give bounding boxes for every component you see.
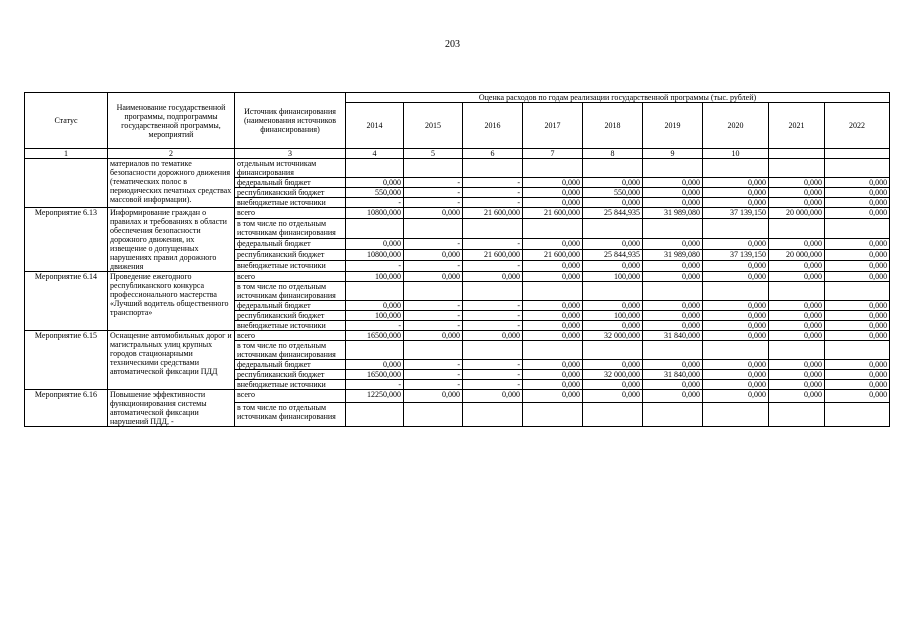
amount-cell: - (463, 198, 523, 208)
amount-cell: 0,000 (404, 331, 463, 341)
amount-cell: - (346, 261, 404, 272)
funding-source: в том числе по отдельным источникам финансирования (235, 402, 346, 426)
amount-cell: - (463, 370, 523, 380)
amount-cell (346, 341, 404, 360)
amount-cell: 0,000 (825, 301, 890, 311)
amount-cell (769, 341, 825, 360)
amount-cell: 0,000 (643, 321, 703, 331)
amount-cell: 0,000 (643, 239, 703, 250)
amount-cell: 100,000 (583, 272, 643, 282)
amount-cell (404, 402, 463, 426)
amount-cell: - (463, 178, 523, 188)
amount-cell: 0,000 (583, 380, 643, 390)
amount-cell (463, 282, 523, 301)
amount-cell: 0,000 (825, 272, 890, 282)
measure-description: Информирование граждан о правилах и требованиях в области обеспечения безопасности дорожного движения, их извещение о допущенных нарушениях правил дорожного движения (108, 208, 235, 272)
amount-cell: 0,000 (769, 178, 825, 188)
measure-status (25, 159, 108, 208)
amount-cell: - (463, 360, 523, 370)
amount-cell (346, 159, 404, 178)
amount-cell: 0,000 (769, 360, 825, 370)
amount-cell: 20 000,000 (769, 250, 825, 261)
amount-cell: 0,000 (523, 331, 583, 341)
amount-cell (404, 341, 463, 360)
amount-cell: 0,000 (523, 188, 583, 198)
amount-cell: 100,000 (583, 311, 643, 321)
amount-cell: - (463, 321, 523, 331)
measure-description: Оснащение автомобильных дорог и магистральных улиц крупных городов стационарными техническими средствами автоматической фиксации ПДД (108, 331, 235, 390)
amount-cell: 32 000,000 (583, 331, 643, 341)
amount-cell (583, 218, 643, 239)
amount-cell: 0,000 (769, 272, 825, 282)
amount-cell: - (463, 239, 523, 250)
amount-cell: 0,000 (769, 198, 825, 208)
amount-cell: - (404, 198, 463, 208)
amount-cell: 0,000 (825, 311, 890, 321)
amount-cell (703, 341, 769, 360)
amount-cell (643, 282, 703, 301)
amount-cell: 0,000 (825, 321, 890, 331)
amount-cell: 0,000 (703, 188, 769, 198)
amount-cell: 0,000 (523, 311, 583, 321)
amount-cell: 0,000 (825, 331, 890, 341)
amount-cell: 0,000 (404, 390, 463, 403)
column-number: 4 (346, 149, 404, 159)
amount-cell: - (404, 261, 463, 272)
measure-description: материалов по тематике безопасности дорожного движения (тематических полос в периодических печатных средствах массовой информации). (108, 159, 235, 208)
header-year: 2019 (643, 103, 703, 149)
header-source: Источник финансирования (наименования источников финансирования) (235, 93, 346, 149)
funding-source: внебюджетные источники (235, 198, 346, 208)
funding-source: всего (235, 331, 346, 341)
amount-cell: 0,000 (523, 272, 583, 282)
amount-cell: 0,000 (703, 390, 769, 403)
amount-cell (583, 402, 643, 426)
funding-source: внебюджетные источники (235, 380, 346, 390)
table-body (25, 159, 890, 427)
column-number-row (25, 149, 890, 159)
amount-cell: 0,000 (825, 188, 890, 198)
amount-cell: 0,000 (583, 360, 643, 370)
amount-cell (769, 218, 825, 239)
amount-cell: 0,000 (769, 380, 825, 390)
amount-cell (769, 159, 825, 178)
amount-cell (583, 282, 643, 301)
header-name: Наименование государственной программы, подпрограммы государственной программы, мероприятий (108, 93, 235, 149)
amount-cell: 0,000 (703, 178, 769, 188)
funding-source: федеральный бюджет (235, 301, 346, 311)
amount-cell: 0,000 (404, 208, 463, 219)
amount-cell (346, 402, 404, 426)
amount-cell (523, 402, 583, 426)
amount-cell: - (404, 178, 463, 188)
amount-cell (643, 218, 703, 239)
column-number: 3 (235, 149, 346, 159)
amount-cell: 0,000 (404, 250, 463, 261)
amount-cell: - (404, 380, 463, 390)
header-year: 2017 (523, 103, 583, 149)
funding-source: республиканский бюджет (235, 311, 346, 321)
column-number: 7 (523, 149, 583, 159)
amount-cell: - (463, 380, 523, 390)
amount-cell: 0,000 (825, 178, 890, 188)
amount-cell (346, 282, 404, 301)
amount-cell (583, 341, 643, 360)
funding-source: республиканский бюджет (235, 188, 346, 198)
amount-cell: 0,000 (825, 261, 890, 272)
amount-cell (703, 402, 769, 426)
amount-cell: 0,000 (703, 380, 769, 390)
amount-cell: 32 000,000 (583, 370, 643, 380)
amount-cell: 0,000 (346, 301, 404, 311)
amount-cell: 0,000 (703, 311, 769, 321)
amount-cell (769, 402, 825, 426)
table-row (25, 208, 890, 219)
amount-cell: 0,000 (703, 301, 769, 311)
amount-cell (523, 218, 583, 239)
amount-cell: 0,000 (583, 261, 643, 272)
header-year: 2015 (404, 103, 463, 149)
header-estimate: Оценка расходов по годам реализации государственной программы (тыс. рублей) (346, 93, 890, 103)
amount-cell: 16500,000 (346, 370, 404, 380)
amount-cell (643, 402, 703, 426)
header-year: 2018 (583, 103, 643, 149)
amount-cell (404, 282, 463, 301)
amount-cell: 0,000 (825, 239, 890, 250)
amount-cell: 0,000 (643, 360, 703, 370)
amount-cell (463, 341, 523, 360)
column-number: 9 (643, 149, 703, 159)
amount-cell: - (404, 239, 463, 250)
measure-status: Мероприятие 6.16 (25, 390, 108, 427)
amount-cell: 0,000 (583, 239, 643, 250)
page-number: 203 (445, 39, 460, 50)
header-year: 2021 (769, 103, 825, 149)
amount-cell: 31 989,080 (643, 208, 703, 219)
measure-description: Повышение эффективности функционирования системы автоматической фиксации нарушений ПДД, - (108, 390, 235, 427)
funding-source: в том числе по отдельным источникам финансирования (235, 282, 346, 301)
column-number (769, 149, 825, 159)
amount-cell (703, 282, 769, 301)
funding-source: внебюджетные источники (235, 261, 346, 272)
header-year: 2022 (825, 103, 890, 149)
amount-cell: 0,000 (769, 370, 825, 380)
amount-cell: - (404, 301, 463, 311)
column-number: 2 (108, 149, 235, 159)
amount-cell: 0,000 (583, 178, 643, 188)
amount-cell: 0,000 (523, 178, 583, 188)
amount-cell (346, 218, 404, 239)
column-number: 1 (25, 149, 108, 159)
amount-cell: - (346, 321, 404, 331)
amount-cell: 0,000 (346, 178, 404, 188)
amount-cell: 0,000 (825, 198, 890, 208)
amount-cell: 100,000 (346, 311, 404, 321)
amount-cell: 0,000 (703, 360, 769, 370)
funding-source: всего (235, 272, 346, 282)
amount-cell: - (463, 261, 523, 272)
amount-cell: 0,000 (463, 390, 523, 403)
amount-cell: 0,000 (703, 321, 769, 331)
amount-cell: 0,000 (703, 198, 769, 208)
amount-cell (463, 218, 523, 239)
amount-cell (825, 218, 890, 239)
amount-cell: 0,000 (769, 311, 825, 321)
amount-cell: 0,000 (769, 188, 825, 198)
amount-cell (523, 159, 583, 178)
amount-cell: 0,000 (769, 390, 825, 403)
amount-cell: 16500,000 (346, 331, 404, 341)
amount-cell: 21 600,000 (523, 208, 583, 219)
amount-cell: 0,000 (825, 390, 890, 403)
amount-cell: - (463, 311, 523, 321)
amount-cell: - (463, 188, 523, 198)
amount-cell: 0,000 (643, 188, 703, 198)
amount-cell: 31 840,000 (643, 331, 703, 341)
measure-status: Мероприятие 6.14 (25, 272, 108, 331)
amount-cell: 0,000 (523, 301, 583, 311)
funding-source: в том числе по отдельным источникам финансирования (235, 218, 346, 239)
amount-cell: 0,000 (769, 331, 825, 341)
amount-cell (825, 282, 890, 301)
funding-source: в том числе по отдельным источникам финансирования (235, 341, 346, 360)
column-number: 10 (703, 149, 769, 159)
amount-cell: 0,000 (643, 390, 703, 403)
amount-cell: 0,000 (346, 360, 404, 370)
table-header (25, 93, 890, 159)
funding-source: федеральный бюджет (235, 178, 346, 188)
amount-cell: 31 840,000 (643, 370, 703, 380)
amount-cell (703, 218, 769, 239)
amount-cell: 0,000 (523, 380, 583, 390)
amount-cell: 0,000 (703, 239, 769, 250)
amount-cell: 0,000 (523, 390, 583, 403)
amount-cell: - (404, 311, 463, 321)
funding-source: всего (235, 208, 346, 219)
amount-cell: - (346, 198, 404, 208)
amount-cell: 0,000 (523, 198, 583, 208)
amount-cell: 0,000 (825, 370, 890, 380)
amount-cell: 0,000 (643, 272, 703, 282)
header-year: 2020 (703, 103, 769, 149)
amount-cell: 0,000 (769, 301, 825, 311)
amount-cell (523, 341, 583, 360)
amount-cell: 550,000 (583, 188, 643, 198)
amount-cell: 0,000 (825, 380, 890, 390)
amount-cell: 0,000 (703, 331, 769, 341)
amount-cell: 0,000 (523, 261, 583, 272)
amount-cell: - (463, 301, 523, 311)
amount-cell: 0,000 (825, 360, 890, 370)
funding-source: федеральный бюджет (235, 360, 346, 370)
header-status: Статус (25, 93, 108, 149)
amount-cell (643, 159, 703, 178)
amount-cell (769, 282, 825, 301)
funding-source: республиканский бюджет (235, 250, 346, 261)
amount-cell: 0,000 (523, 360, 583, 370)
funding-source: всего (235, 390, 346, 403)
column-number: 6 (463, 149, 523, 159)
amount-cell: 10800,000 (346, 208, 404, 219)
table-row (25, 331, 890, 341)
amount-cell (463, 402, 523, 426)
amount-cell: 12250,000 (346, 390, 404, 403)
amount-cell (703, 159, 769, 178)
amount-cell: - (404, 321, 463, 331)
funding-source: республиканский бюджет (235, 370, 346, 380)
header-year: 2016 (463, 103, 523, 149)
amount-cell (825, 402, 890, 426)
budget-table (24, 92, 890, 427)
amount-cell: 0,000 (643, 198, 703, 208)
measure-description: Проведение ежегодного республиканского конкурса профессионального мастерства «Лучший водитель общественного транспорта» (108, 272, 235, 331)
amount-cell: 0,000 (583, 198, 643, 208)
amount-cell: - (404, 370, 463, 380)
amount-cell: 0,000 (643, 380, 703, 390)
amount-cell: - (404, 360, 463, 370)
column-number: 8 (583, 149, 643, 159)
amount-cell: 0,000 (346, 239, 404, 250)
amount-cell: 550,000 (346, 188, 404, 198)
amount-cell: 37 139,150 (703, 250, 769, 261)
amount-cell: 0,000 (643, 311, 703, 321)
amount-cell: 0,000 (769, 239, 825, 250)
amount-cell: 21 600,000 (523, 250, 583, 261)
amount-cell (463, 159, 523, 178)
amount-cell: 0,000 (703, 370, 769, 380)
amount-cell (825, 341, 890, 360)
amount-cell (583, 159, 643, 178)
amount-cell (404, 159, 463, 178)
amount-cell: 0,000 (769, 261, 825, 272)
amount-cell: - (404, 188, 463, 198)
amount-cell: 0,000 (643, 261, 703, 272)
amount-cell: 0,000 (769, 321, 825, 331)
amount-cell: 0,000 (463, 331, 523, 341)
amount-cell: 0,000 (643, 301, 703, 311)
amount-cell: 0,000 (463, 272, 523, 282)
amount-cell: 0,000 (523, 321, 583, 331)
amount-cell: 25 844,935 (583, 250, 643, 261)
amount-cell: 21 600,000 (463, 208, 523, 219)
amount-cell (523, 282, 583, 301)
amount-cell: 0,000 (703, 261, 769, 272)
amount-cell: 0,000 (583, 301, 643, 311)
amount-cell: 0,000 (825, 208, 890, 219)
amount-cell: 20 000,000 (769, 208, 825, 219)
table-row (25, 159, 890, 178)
amount-cell (643, 341, 703, 360)
amount-cell: 0,000 (583, 321, 643, 331)
header-year: 2014 (346, 103, 404, 149)
amount-cell: 0,000 (703, 272, 769, 282)
amount-cell: 37 139,150 (703, 208, 769, 219)
amount-cell: 0,000 (583, 390, 643, 403)
amount-cell: 31 989,080 (643, 250, 703, 261)
amount-cell (825, 159, 890, 178)
funding-source: федеральный бюджет (235, 239, 346, 250)
amount-cell: - (346, 380, 404, 390)
column-number (825, 149, 890, 159)
funding-source: отдельным источникам финансирования (235, 159, 346, 178)
measure-status: Мероприятие 6.13 (25, 208, 108, 272)
amount-cell: 0,000 (523, 370, 583, 380)
amount-cell: 0,000 (404, 272, 463, 282)
column-number: 5 (404, 149, 463, 159)
amount-cell (404, 218, 463, 239)
table-row (25, 390, 890, 403)
amount-cell: 0,000 (825, 250, 890, 261)
amount-cell: 0,000 (643, 178, 703, 188)
amount-cell: 10800,000 (346, 250, 404, 261)
amount-cell: 25 844,935 (583, 208, 643, 219)
funding-source: внебюджетные источники (235, 321, 346, 331)
amount-cell: 100,000 (346, 272, 404, 282)
measure-status: Мероприятие 6.15 (25, 331, 108, 390)
amount-cell: 0,000 (523, 239, 583, 250)
table-row (25, 272, 890, 282)
amount-cell: 21 600,000 (463, 250, 523, 261)
